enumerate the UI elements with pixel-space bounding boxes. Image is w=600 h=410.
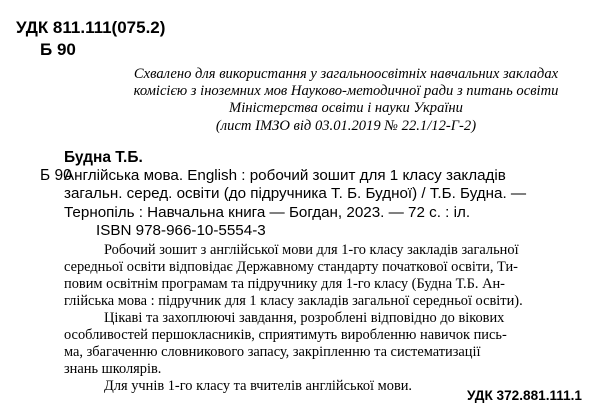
udc-code-bottom: УДК 372.881.111.1 <box>467 388 582 403</box>
approval-line: комісією з іноземних мов Науково-методичної ради з питань освіти <box>133 83 559 100</box>
biblio-line: Англійська мова. English : робочий зошит для 1 класу закладів <box>64 167 506 184</box>
abstract-line: глійська мова : підручник для 1 класу закладів загальної середньої освіти). <box>64 293 523 309</box>
approval-line: Міністерства освіти і науки України <box>229 100 463 117</box>
catalog-code-record: Б 90 <box>40 167 72 184</box>
abstract-line: Робочий зошит з англійської мови для 1-го класу закладів загальної <box>104 242 519 258</box>
approval-line: Схвалено для використання у загальноосвітніх навчальних закладах <box>133 66 559 82</box>
author-name: Будна Т.Б. <box>64 149 143 166</box>
approval-line: (лист ІМЗО від 03.01.2019 № 22.1/12-Г-2) <box>215 117 477 134</box>
biblio-line: Тернопіль : Навчальна книга — Богдан, 2023. — 72 с. : іл. <box>64 203 471 221</box>
catalog-code: Б 90 <box>40 40 76 59</box>
abstract <box>64 242 584 395</box>
abstract-line: Цікаві та захоплюючі завдання, розроблені відповідно до вікових <box>104 310 505 326</box>
abstract-line: особливостей першокласників, сприятимуть виробленню навичок пись- <box>64 327 507 343</box>
udc-code: УДК 811.111(075.2) <box>16 18 166 37</box>
approval-notice <box>100 66 592 135</box>
isbn: ISBN 978-966-10-5554-3 <box>96 222 266 239</box>
abstract-line: середньої освіти відповідає Державному стандарту початкової освіти, Ти- <box>64 259 518 275</box>
bibliographic-description <box>64 167 584 222</box>
biblio-line: загальн. серед. освіти (до підручника Т. Б. Будної) / Т.Б. Будна. — <box>64 185 527 203</box>
abstract-line: ма, збагаченню словникового запасу, закріпленню та систематизації <box>64 344 481 360</box>
abstract-line: Для учнів 1-го класу та вчителів англійської мови. <box>104 378 413 394</box>
abstract-line: повим освітнім програмам та підручнику для 1-го класу (Будна Т.Б. Ан- <box>64 276 505 292</box>
abstract-line: знань школярів. <box>64 361 162 377</box>
